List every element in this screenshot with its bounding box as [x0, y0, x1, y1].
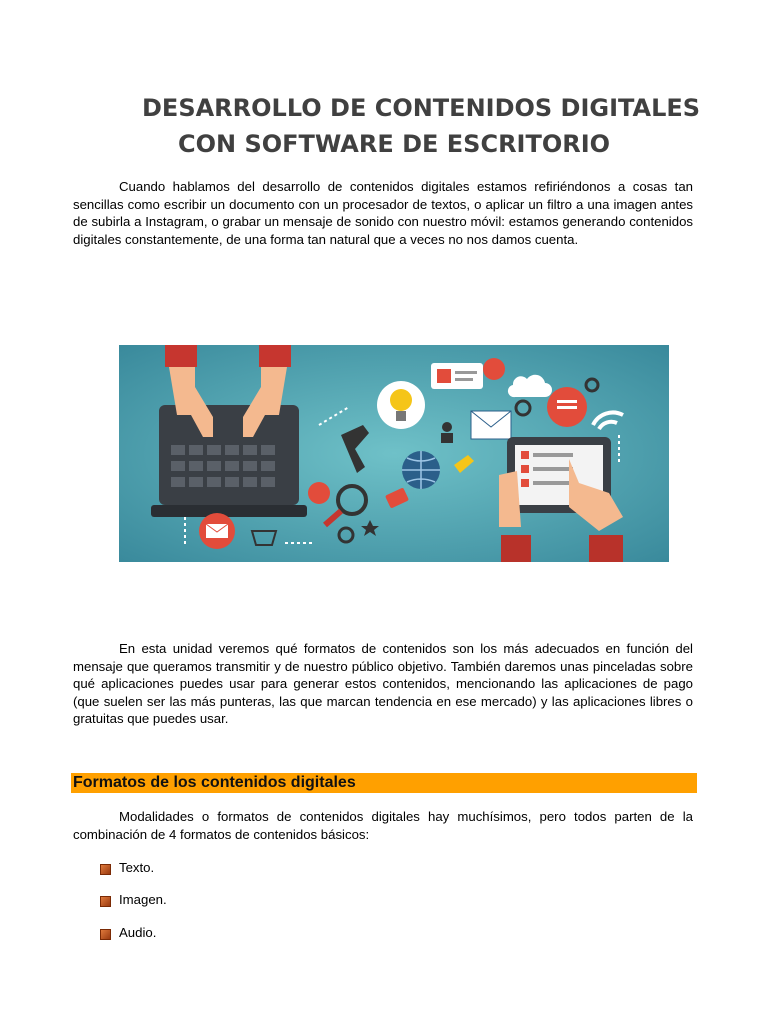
- list-item-text: Imagen.: [119, 892, 167, 907]
- section-heading: Formatos de los contenidos digitales: [73, 774, 356, 791]
- digital-content-illustration: [119, 345, 669, 562]
- document-title-line1: DESARROLLO DE CONTENIDOS DIGITALES: [142, 94, 701, 122]
- list-item-text: Texto.: [119, 860, 155, 875]
- bullet-square-icon: [100, 896, 111, 907]
- list-item-text: Audio.: [119, 925, 157, 940]
- section-paragraph: [73, 808, 693, 843]
- bullet-square-icon: [100, 929, 111, 940]
- intro-paragraph: [73, 178, 693, 248]
- play-icon: [483, 358, 505, 380]
- unit-paragraph-text: En esta unidad veremos qué formatos de contenidos son los más adecuados en función del mensaje que queramos transmitir y de nuestro público objetivo. También daremos unas pinceladas sobre qué aplicaciones puedes usar para generar estos contenidos, mencionando las aplicaciones de pago (que suelen ser las más punteras, las que marcan tendencia en ese mercado) y las aplicaciones libres o gratuitas que puedes usar.: [73, 641, 693, 727]
- unit-paragraph: [73, 640, 693, 728]
- bullet-square-icon: [100, 864, 111, 875]
- section-heading-bar: [71, 773, 697, 793]
- laptop-icon: [151, 405, 307, 517]
- document-title-line2: CON SOFTWARE DE ESCRITORIO: [178, 130, 611, 158]
- section-paragraph-text: Modalidades o formatos de contenidos digitales hay muchísimos, pero todos parten de la combinación de 4 formatos de contenidos básicos:: [73, 809, 693, 842]
- intro-paragraph-text: Cuando hablamos del desarrollo de contenidos digitales estamos refiriéndonos a cosas tan sencillas como escribir un documento con un procesador de textos, o aplicar un filtro a una imagen antes de subirla a Instagram, o grabar un mensaje de sonido con nuestro móvil: estamos generando contenidos digitales constantemente, de una forma tan natural que a veces no nos damos cuenta.: [73, 179, 693, 247]
